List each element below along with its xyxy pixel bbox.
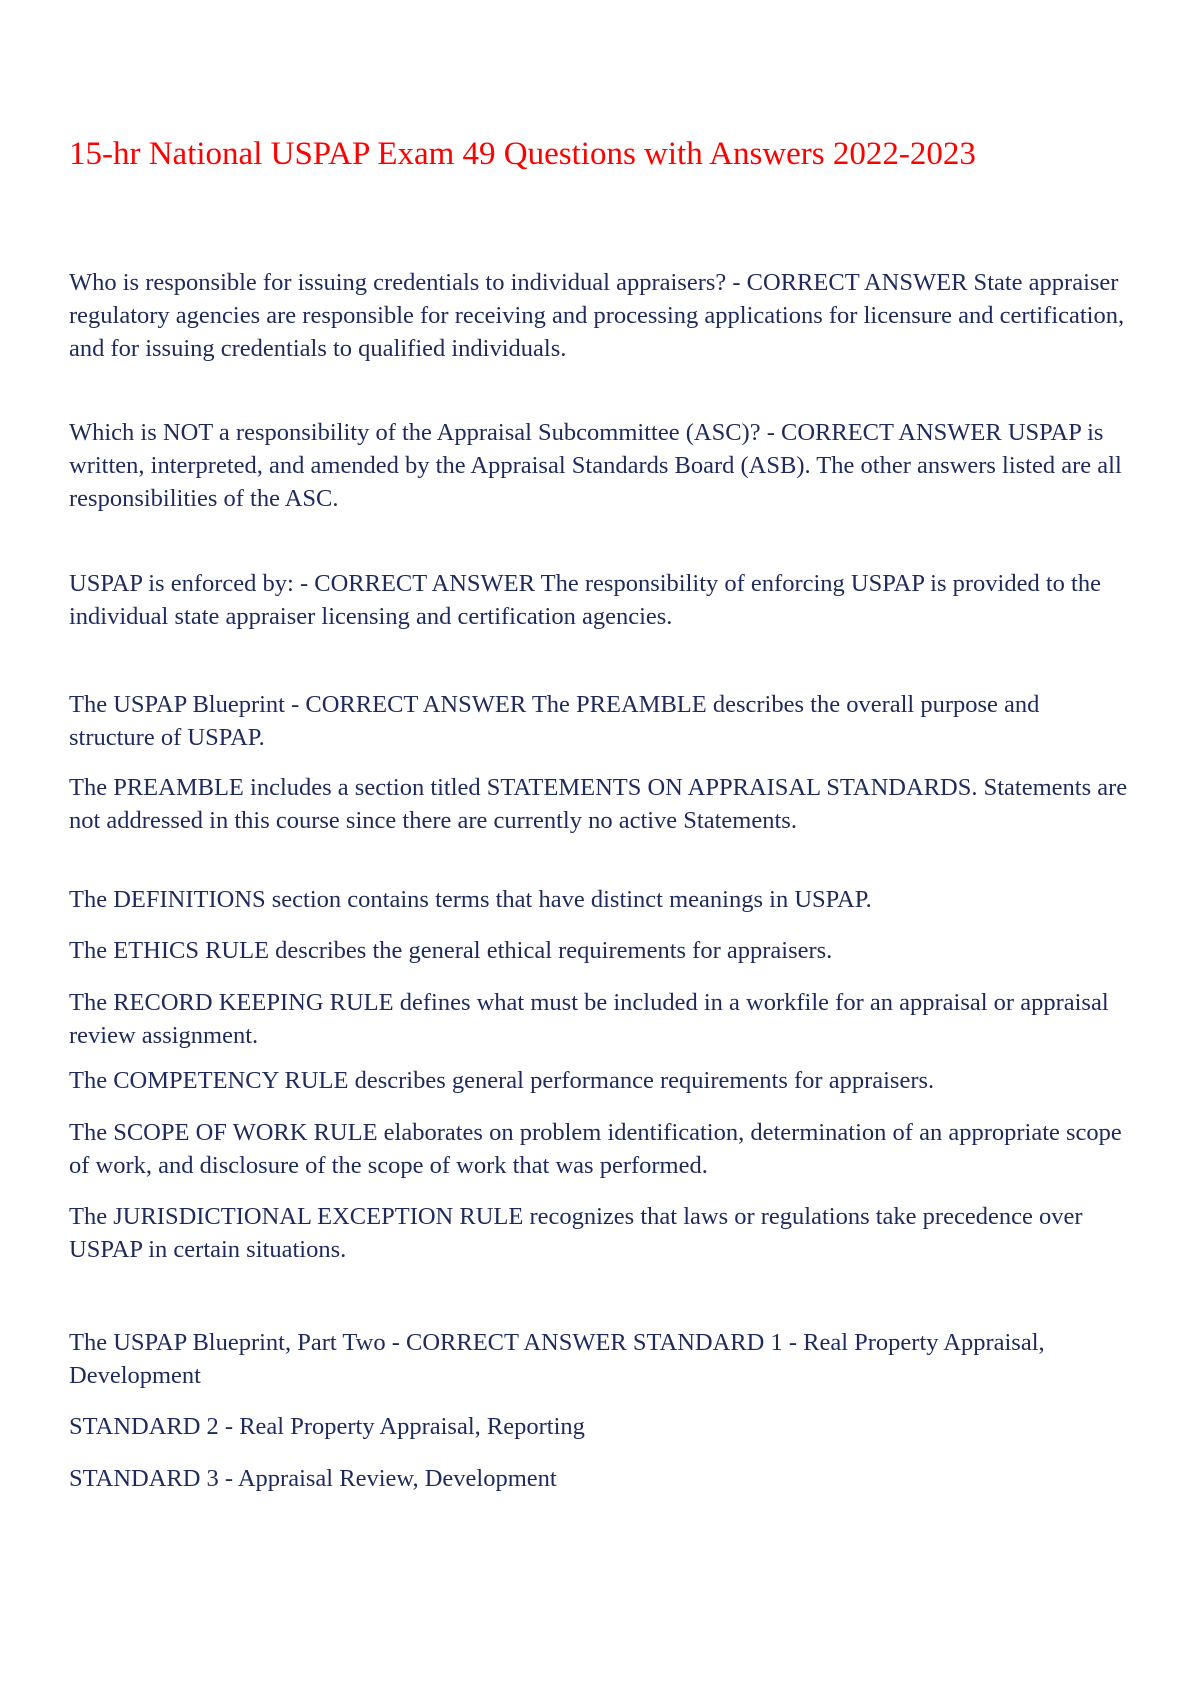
blueprint-competency-rule: The COMPETENCY RULE describes general performance requirements for appraisers.	[69, 1067, 935, 1094]
blueprint-jurisdictional-exception-rule: The JURISDICTIONAL EXCEPTION RULE recognizes that laws or regulations take precedence over USPAP in certain situations.	[69, 1203, 1083, 1263]
standard-3-line: STANDARD 3 - Appraisal Review, Development	[69, 1465, 557, 1492]
document-title: 15-hr National USPAP Exam 49 Questions with Answers 2022-2023	[69, 136, 976, 172]
qa-paragraph-asc: Which is NOT a responsibility of the Appraisal Subcommittee (ASC)? - CORRECT ANSWER USPAP is written, interpreted, and amended by the Appraisal Standards Board (ASB). The other answers listed are all responsibilities of the ASC.	[69, 419, 1122, 512]
blueprint-ethics-rule: The ETHICS RULE describes the general ethical requirements for appraisers.	[69, 937, 833, 964]
qa-paragraph-blueprint-part-two: The USPAP Blueprint, Part Two - CORRECT ANSWER STANDARD 1 - Real Property Appraisal, Development	[69, 1329, 1045, 1389]
qa-paragraph-enforcement: USPAP is enforced by: - CORRECT ANSWER The responsibility of enforcing USPAP is provided to the individual state appraiser licensing and certification agencies.	[69, 570, 1101, 630]
blueprint-preamble-statements: The PREAMBLE includes a section titled STATEMENTS ON APPRAISAL STANDARDS. Statements are not addressed in this course since there are currently no active Statements.	[69, 774, 1128, 834]
standard-2-line: STANDARD 2 - Real Property Appraisal, Reporting	[69, 1413, 585, 1440]
qa-paragraph-credentials: Who is responsible for issuing credentials to individual appraisers? - CORRECT ANSWER State appraiser regulatory agencies are responsible for receiving and processing applications for licensure and certification, and for issuing credentials to qualified individuals.	[69, 269, 1125, 362]
blueprint-record-keeping-rule: The RECORD KEEPING RULE defines what must be included in a workfile for an appraisal or appraisal review assignment.	[69, 989, 1109, 1049]
blueprint-scope-of-work-rule: The SCOPE OF WORK RULE elaborates on problem identification, determination of an appropriate scope of work, and disclosure of the scope of work that was performed.	[69, 1119, 1122, 1179]
blueprint-definitions: The DEFINITIONS section contains terms that have distinct meanings in USPAP.	[69, 886, 872, 913]
qa-paragraph-blueprint: The USPAP Blueprint - CORRECT ANSWER The PREAMBLE describes the overall purpose and structure of USPAP.	[69, 691, 1040, 751]
